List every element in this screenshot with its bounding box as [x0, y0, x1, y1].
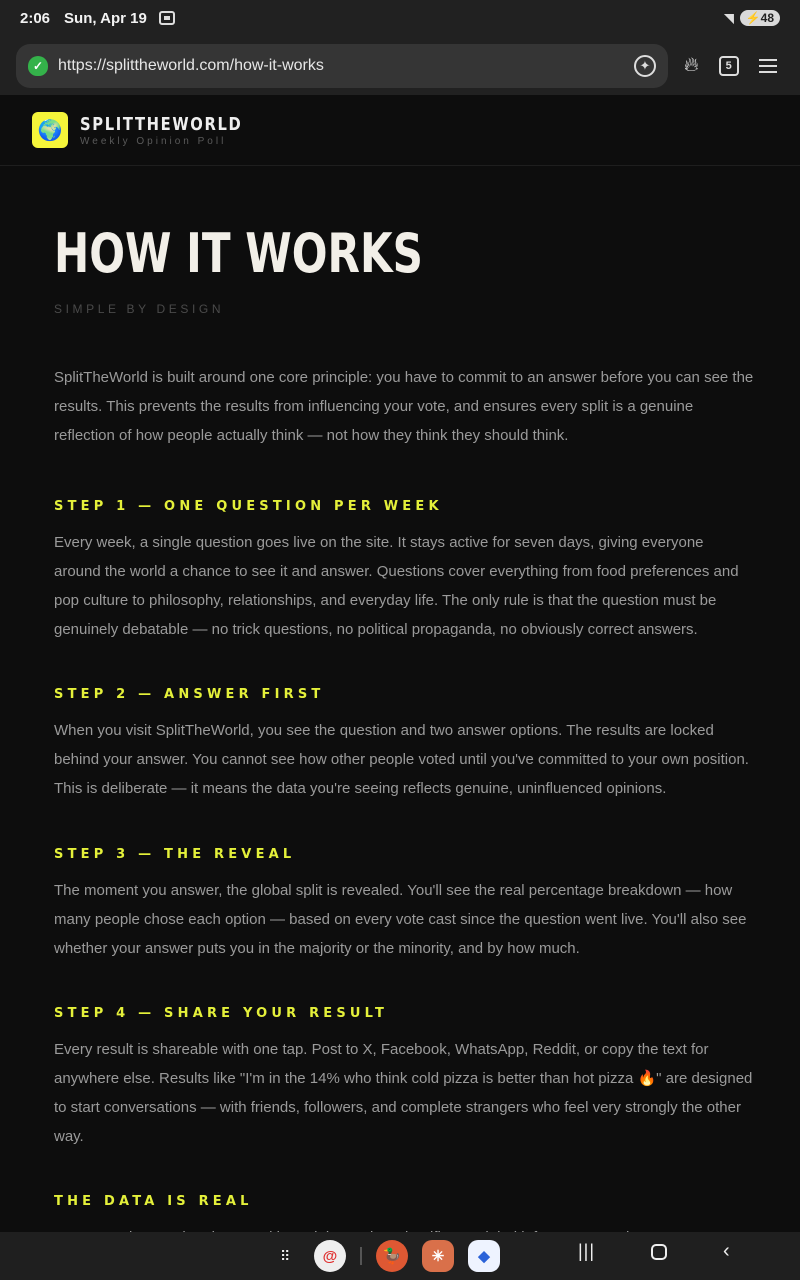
section-step-1 [54, 498, 754, 644]
site-header [0, 95, 800, 166]
address-bar[interactable] [16, 44, 668, 88]
section-step-4 [54, 1005, 754, 1151]
dock-divider [360, 1247, 362, 1265]
duckduckgo-app-icon[interactable]: 🦆 [376, 1240, 408, 1272]
main-content [54, 166, 754, 1280]
browser-toolbar [0, 36, 800, 95]
wifi-icon: ◥ [724, 11, 734, 25]
section-step-2 [54, 686, 754, 803]
tabs-count-button[interactable]: 5 [719, 56, 739, 76]
page-subtitle: SIMPLE BY DESIGN [54, 302, 225, 316]
status-time: 2:06 [20, 9, 51, 27]
secure-shield-icon[interactable]: ✓ [28, 56, 48, 76]
section-heading: THE DATA IS REAL [54, 1194, 253, 1209]
flame-icon[interactable]: 🔥︎ [684, 54, 699, 76]
section-heading: STEP 3 — THE REVEAL [54, 847, 296, 862]
url-text[interactable]: https://splittheworld.com/how-it-works [58, 56, 324, 74]
brand-tagline: Weekly Opinion Poll [80, 135, 227, 147]
assistant-chat-icon[interactable]: ✦ [634, 55, 656, 77]
app-drawer-icon[interactable]: ⠿ [280, 1248, 290, 1264]
android-navigation-bar [0, 1232, 800, 1280]
status-date: Sun, Apr 19 [64, 9, 147, 27]
battery-indicator: ⚡48 [740, 10, 780, 26]
section-body: Every week, a single question goes live on the site. It stays active for seven days, giving everyone around the world a chance to see it and answer. Questions cover everything from food preferences and pop culture to philosophy, relationships, and everyday life. The only rule is that the question must be genuinely debatable — no trick questions, no political propaganda, no obviously correct answers. [54, 534, 739, 638]
intro-paragraph: SplitTheWorld is built around one core principle: you have to commit to an answer before you can see the results. This prevents the results from influencing your vote, and ensures every split is a genuine reflection of how people actually think — not how they think they should think. [54, 369, 754, 444]
screenshot-icon [159, 11, 175, 25]
status-bar [0, 0, 800, 36]
email-app-icon[interactable]: @ [314, 1240, 346, 1272]
section-step-3 [54, 846, 754, 963]
section-body: The moment you answer, the global split is revealed. You'll see the real percentage breakdown — how many people chose each option — based on every vote cast since the question went live. You'll also see whether your answer puts you in the majority or the minority, and by how much. [54, 882, 747, 957]
back-icon[interactable]: ‹ [723, 1240, 730, 1262]
battery-level: 48 [760, 11, 774, 25]
recents-icon[interactable]: ||| [578, 1241, 596, 1261]
brand-name: SPLITTHEWORLD [80, 113, 243, 135]
page-title: HOW IT WORKS [54, 222, 423, 285]
system-navigation [578, 1240, 730, 1263]
claude-app-icon[interactable]: ✳ [422, 1240, 454, 1272]
globe-logo-icon[interactable]: 🌍 [32, 112, 68, 148]
hamburger-menu-icon[interactable] [759, 59, 777, 73]
taskbar-dock [280, 1240, 500, 1272]
section-heading: STEP 4 — SHARE YOUR RESULT [54, 1006, 389, 1021]
section-body: When you visit SplitTheWorld, you see the question and two answer options. The results are locked behind your answer. You cannot see how other people voted until you've committed to your own position. This is deliberate — it means the data you're seeing reflects genuine, uninfluenced opinions. [54, 722, 749, 797]
section-heading: STEP 1 — ONE QUESTION PER WEEK [54, 499, 443, 514]
section-heading: STEP 2 — ANSWER FIRST [54, 687, 325, 702]
brand[interactable] [80, 114, 278, 147]
home-icon[interactable] [651, 1244, 667, 1260]
section-body: Every result is shareable with one tap. Post to X, Facebook, WhatsApp, Reddit, or copy the text for anywhere else. Results like "I'm in the 14% who think cold pizza is better than hot pizza 🔥" are designed to start conversations — with friends, followers, and complete strangers who feel very strongly the other way. [54, 1041, 753, 1145]
files-app-icon[interactable]: ◆ [468, 1240, 500, 1272]
